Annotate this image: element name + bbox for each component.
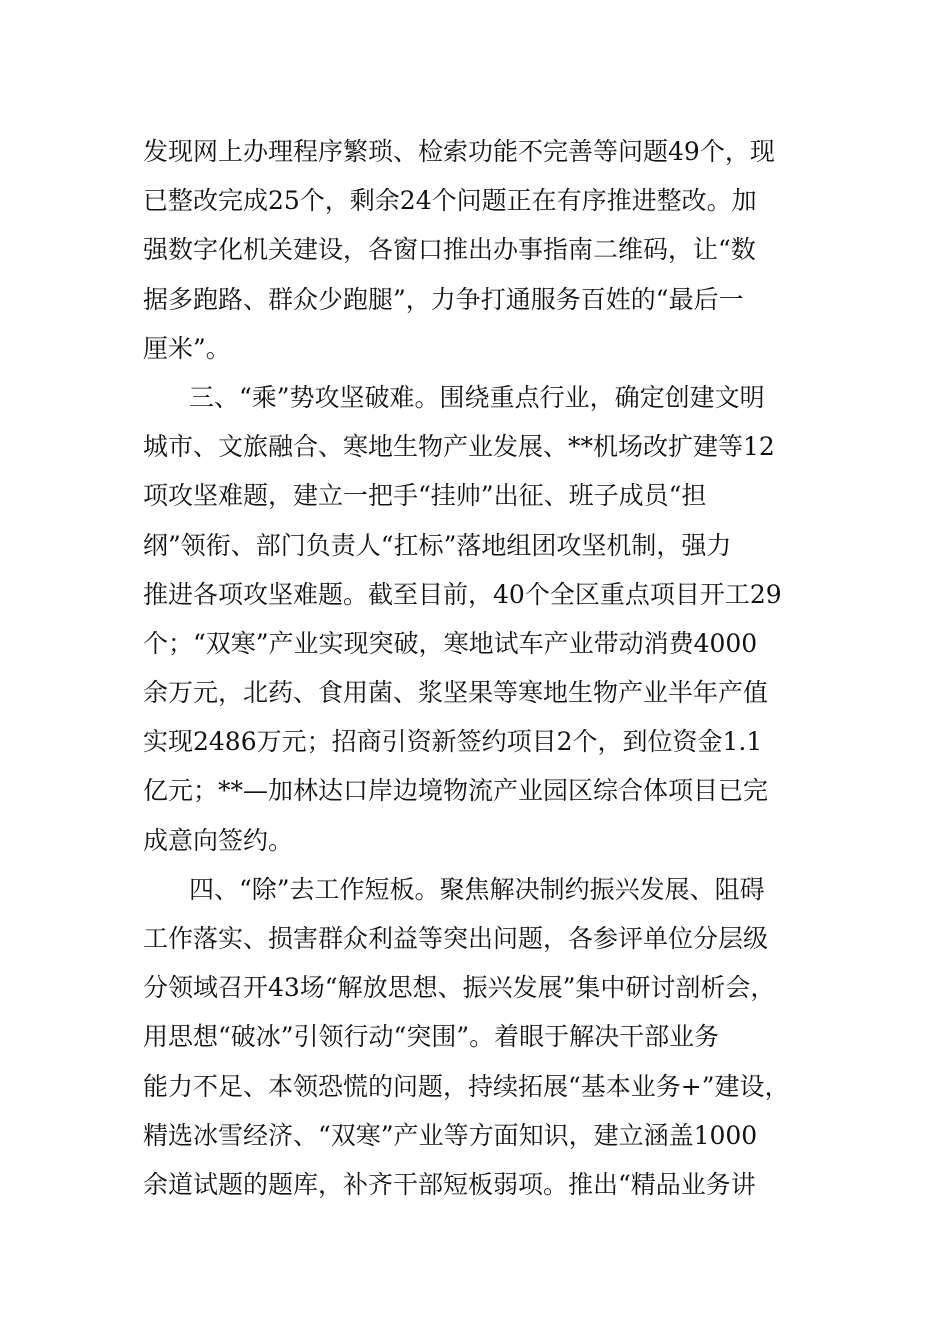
paragraph-heading-line: 四、“除”去工作短板。聚焦解决制约振兴发展、阻碍 — [189, 874, 765, 904]
text-line: 实现2486万元；招商引资新签约项目2个，到位资金1.1 — [143, 727, 763, 757]
document-body — [143, 127, 833, 1209]
text-line: 成意向签约。 — [143, 825, 294, 855]
paragraph-heading-line: 三、“乘”势攻坚破难。围绕重点行业，确定创建文明 — [189, 382, 765, 412]
text-line: 已整改完成25个，剩余24个问题正在有序推进整改。加 — [143, 186, 757, 216]
text-line: 个；“双寒”产业实现突破，寒地试车产业带动消费4000 — [143, 628, 758, 658]
text-line: 项攻坚难题，建立一把手“挂帅”出征、班子成员“担 — [143, 481, 707, 511]
text-line: 分领域召开43场“解放思想、振兴发展”集中研讨剖析会， — [143, 973, 776, 1003]
text-line: 余万元，北药、食用菌、浆坚果等寒地生物产业半年产值 — [143, 678, 769, 708]
text-line: 工作落实、损害群众利益等突出问题，各参评单位分层级 — [143, 924, 769, 953]
text-line: 能力不足、本领恐慌的问题，持续拓展“基本业务+”建设， — [143, 1071, 790, 1101]
text-line: 纲”领衔、部门负责人“扛标”落地组团攻坚机制，强力 — [143, 530, 732, 560]
text-line: 强数字化机关建设，各窗口推出办事指南二维码，让“数 — [143, 235, 756, 265]
text-line: 亿元；**—加林达口岸边境物流产业园区综合体项目已完 — [143, 776, 769, 806]
text-line: 精选冰雪经济、“双寒”产业等方面知识，建立涵盖1000 — [143, 1120, 758, 1150]
text-line: 推进各项攻坚难题。截至目前，40个全区重点项目开工29 — [143, 579, 782, 609]
text-line: 城市、文旅融合、寒地生物产业发展、**机场改扩建等12 — [143, 432, 775, 462]
text-line: 厘米”。 — [143, 333, 231, 363]
text-line: 据多跑路、群众少跑腿”，力争打通服务百姓的“最后一 — [143, 284, 744, 314]
text-line: 发现网上办理程序繁琐、检索功能不完善等问题49个，现 — [143, 137, 775, 166]
text-line: 余道试题的题库，补齐干部短板弱项。推出“精品业务讲 — [143, 1169, 756, 1199]
text-line: 用思想“破冰”引领行动“突围”。着眼于解决干部业务 — [143, 1022, 720, 1052]
